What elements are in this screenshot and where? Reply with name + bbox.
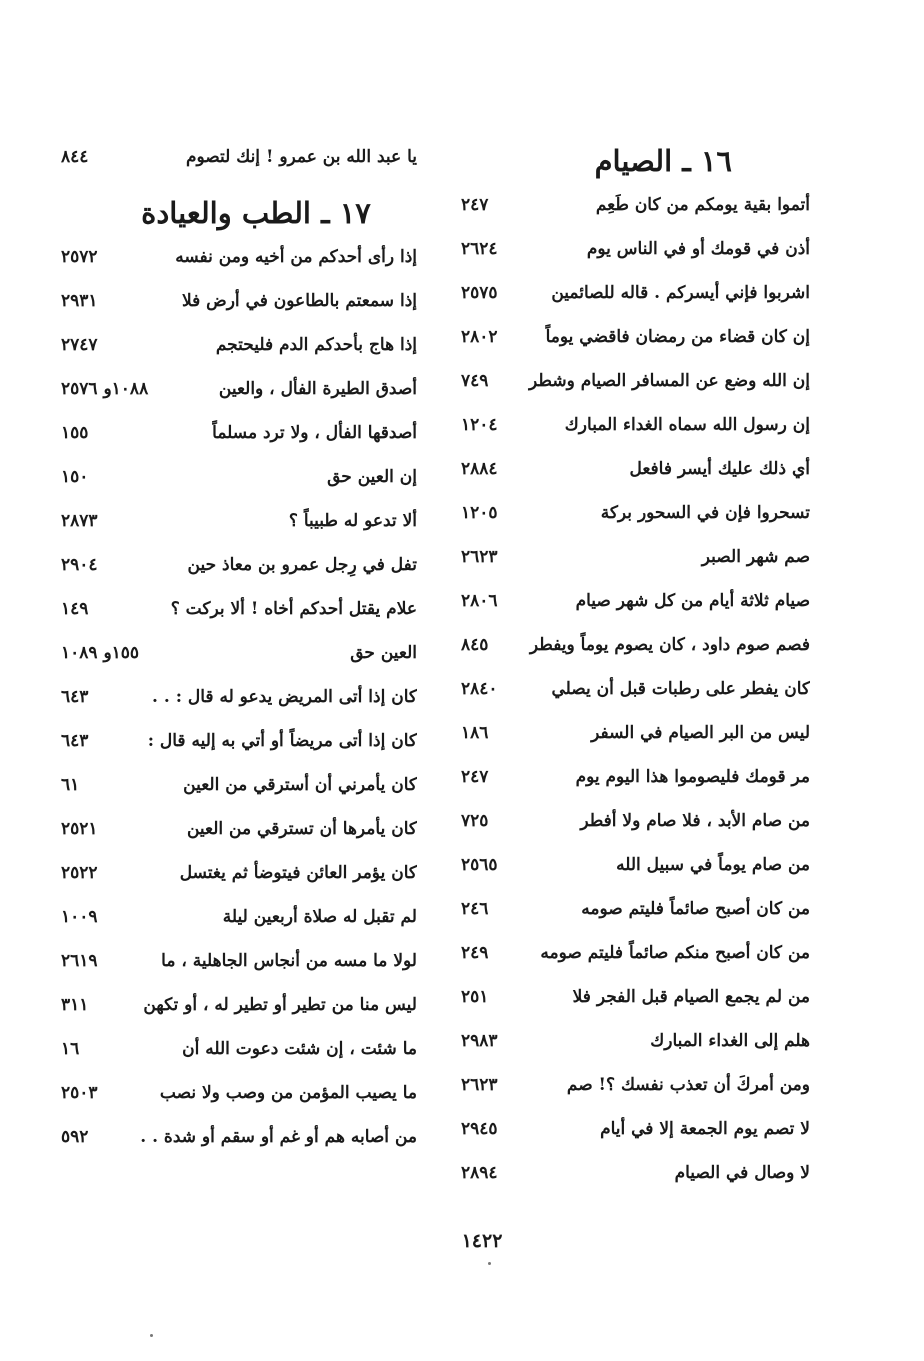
entry-text: إن الله وضع عن المسافر الصيام وشطر xyxy=(529,371,810,391)
entry-text: كان إذا أتى مريضاً أو أتي به إليه قال : xyxy=(147,731,417,751)
index-entry xyxy=(455,579,810,623)
entry-text: من كان أصبح صائماً فليتم صومه xyxy=(581,899,810,919)
entry-text: علام يقتل أحدكم أخاه ! ألا بركت ؟ xyxy=(170,599,417,619)
index-entry xyxy=(55,631,417,675)
entry-text: من لم يجمع الصيام قبل الفجر فلا xyxy=(572,987,810,1007)
entry-number: ٢٥٢٢ xyxy=(61,863,98,883)
entry-number: ١٥٥ xyxy=(61,423,89,443)
entry-text: هلم إلى الغداء المبارك xyxy=(650,1031,810,1051)
index-entry xyxy=(455,491,810,535)
entry-text: لم تقبل له صلاة أربعين ليلة xyxy=(222,907,417,927)
entry-text: ليس من البر الصيام في السفر xyxy=(591,723,810,743)
entry-text: أصدقها الفأل ، ولا ترد مسلماً xyxy=(212,423,417,443)
print-speck xyxy=(488,1262,491,1265)
index-entry xyxy=(455,271,810,315)
index-entry xyxy=(455,931,810,975)
entry-text: ليس منا من تطير أو تطير له ، أو تكهن xyxy=(143,995,417,1015)
entry-text: إذا رأى أحدكم من أخيه ومن نفسه xyxy=(175,247,417,267)
entry-number: ٢٩٨٣ xyxy=(461,1031,498,1051)
entry-text: إن كان قضاء من رمضان فاقضي يوماً xyxy=(545,327,810,347)
entry-text: مر قومك فليصوموا هذا اليوم يوم xyxy=(575,767,810,787)
index-entry xyxy=(455,887,810,931)
entry-text: أصدق الطيرة الفأل ، والعين xyxy=(218,379,417,399)
entry-text: إذا سمعتم بالطاعون في أرض فلا xyxy=(181,291,417,311)
index-entry xyxy=(55,851,417,895)
entry-text: تفل في رِجل عمرو بن معاذ حين xyxy=(187,555,417,575)
entry-text: لا تصم يوم الجمعة إلا في أيام xyxy=(600,1119,810,1139)
index-entry xyxy=(55,895,417,939)
entry-text: كان إذا أتى المريض يدعو له قال : . . xyxy=(152,687,417,707)
index-entry xyxy=(55,587,417,631)
index-entry xyxy=(455,535,810,579)
index-entry xyxy=(55,1071,417,1115)
index-entry xyxy=(55,719,417,763)
index-entry xyxy=(55,279,417,323)
entry-number: ٢٨٤٠ xyxy=(461,679,498,699)
entry-number: ٦٤٣ xyxy=(61,731,89,751)
right-column xyxy=(455,135,810,1195)
entry-number: ٢٦٢٤ xyxy=(461,239,498,259)
entry-number: ٢٩٣١ xyxy=(61,291,98,311)
entry-number: ٢٥٧٢ xyxy=(61,247,98,267)
entry-number: ٢٨٧٣ xyxy=(61,511,98,531)
section-heading-medicine: ١٧ ـ الطب والعيادة xyxy=(141,196,371,230)
entry-number: ٢٤٧ xyxy=(461,767,489,787)
entry-text: صم شهر الصبر xyxy=(701,547,810,567)
index-entry xyxy=(455,1019,810,1063)
entry-number: ٨٤٤ xyxy=(61,147,89,167)
entry-text: من صام يوماً في سبيل الله xyxy=(616,855,810,875)
entry-number: ٢٨٠٢ xyxy=(461,327,498,347)
entry-number: ٢٨٨٤ xyxy=(461,459,498,479)
entry-number: ٢٩٠٤ xyxy=(61,555,98,575)
index-entry xyxy=(55,763,417,807)
entry-number: ٢٥٦٥ xyxy=(461,855,498,875)
index-entry xyxy=(455,1151,810,1195)
index-entry xyxy=(455,359,810,403)
entry-text: كان يأمرني أن أسترقي من العين xyxy=(183,775,417,795)
entry-number: ١٥٥و ١٠٨٩ xyxy=(61,643,140,663)
entry-text: كان يفطر على رطبات قبل أن يصلي xyxy=(551,679,810,699)
entry-text: ومن أمركَ أن تعذب نفسك ؟! صم xyxy=(566,1075,810,1095)
entry-number: ٦١ xyxy=(61,775,80,795)
entry-number: ١٢٠٤ xyxy=(461,415,498,435)
index-entry xyxy=(55,367,417,411)
entry-text: اشربوا فإني أيسركم . قاله للصائمين xyxy=(551,283,810,303)
entry-number: ٥٩٢ xyxy=(61,1127,89,1147)
index-entry xyxy=(455,315,810,359)
right-entry-list xyxy=(455,183,810,1195)
entry-number: ٢٦١٩ xyxy=(61,951,98,971)
left-column xyxy=(55,135,417,1159)
entry-number: ١٤٩ xyxy=(61,599,89,619)
entry-number: ٢٨٠٦ xyxy=(461,591,498,611)
entry-number: ٢٥١ xyxy=(461,987,489,1007)
index-entry xyxy=(455,183,810,227)
entry-text: إن رسول الله سماه الغداء المبارك xyxy=(564,415,810,435)
index-entry xyxy=(55,939,417,983)
entry-text: إذا هاج بأحدكم الدم فليحتجم xyxy=(215,335,417,355)
entry-number: ٢٩٤٥ xyxy=(461,1119,498,1139)
index-entry xyxy=(55,1115,417,1159)
entry-text: لا وصال في الصيام xyxy=(674,1163,810,1183)
entry-number: ١٨٦ xyxy=(461,723,489,743)
entry-number: ٢٤٧ xyxy=(461,195,489,215)
entry-text: ما شئت ، إن شئت دعوت الله أن xyxy=(182,1039,417,1059)
left-entry-list xyxy=(55,235,417,1159)
index-entry xyxy=(455,403,810,447)
index-entry xyxy=(455,623,810,667)
entry-text: تسحروا فإن في السحور بركة xyxy=(600,503,810,523)
entry-number: ٢٦٢٣ xyxy=(461,1075,498,1095)
entry-number: ٢٤٦ xyxy=(461,899,489,919)
index-entry xyxy=(455,755,810,799)
entry-number: ٢٥٢١ xyxy=(61,819,98,839)
entry-text: من أصابه هم أو غم أو سقم أو شدة . . xyxy=(140,1127,417,1147)
index-entry xyxy=(455,227,810,271)
entry-number: ٢٥٠٣ xyxy=(61,1083,98,1103)
entry-number: ١٠٨٨و ٢٥٧٦ xyxy=(61,379,149,399)
entry-number: ٧٤٩ xyxy=(461,371,489,391)
index-entry xyxy=(455,1063,810,1107)
index-entry xyxy=(455,711,810,755)
entry-number: ٢٦٢٣ xyxy=(461,547,498,567)
index-entry xyxy=(55,983,417,1027)
index-entry xyxy=(55,499,417,543)
index-entry xyxy=(455,799,810,843)
index-entry xyxy=(55,807,417,851)
entry-number: ٣١١ xyxy=(61,995,89,1015)
entry-number: ٢٥٧٥ xyxy=(461,283,498,303)
section-heading-fasting: ١٦ ـ الصيام xyxy=(594,144,732,178)
entry-text: كان يؤمر العائن فيتوضأ ثم يغتسل xyxy=(179,863,417,883)
entry-number: ١٢٠٥ xyxy=(461,503,498,523)
index-entry xyxy=(55,323,417,367)
index-entry xyxy=(55,455,417,499)
entry-text: أذن في قومك أو في الناس يوم xyxy=(586,239,810,259)
index-entry xyxy=(455,843,810,887)
entry-text: ألا تدعو له طبيباً ؟ xyxy=(288,511,417,531)
entry-text: فصم صوم داود ، كان يصوم يوماً ويفطر xyxy=(529,635,810,655)
entry-text: العين حق xyxy=(350,643,417,663)
print-speck xyxy=(150,1334,153,1337)
entry-text: إن العين حق xyxy=(327,467,417,487)
entry-number: ٢٧٤٧ xyxy=(61,335,98,355)
entry-number: ٢٨٩٤ xyxy=(461,1163,498,1183)
entry-number: ٨٤٥ xyxy=(461,635,489,655)
index-entry xyxy=(455,1107,810,1151)
index-entry xyxy=(55,135,417,179)
entry-number: ١٠٠٩ xyxy=(61,907,98,927)
entry-text: لولا ما مسه من أنجاس الجاهلية ، ما xyxy=(161,951,417,971)
entry-text: من كان أصبح منكم صائماً فليتم صومه xyxy=(540,943,810,963)
index-entry xyxy=(55,543,417,587)
entry-number: ٦٤٣ xyxy=(61,687,89,707)
index-entry xyxy=(55,1027,417,1071)
entry-text: ما يصيب المؤمن من وصب ولا نصب xyxy=(159,1083,417,1103)
index-entry xyxy=(55,235,417,279)
entry-number: ٢٤٩ xyxy=(461,943,489,963)
index-entry xyxy=(455,447,810,491)
entry-text: من صام الأبد ، فلا صام ولا أفطر xyxy=(580,811,810,831)
index-entry xyxy=(455,975,810,1019)
index-entry xyxy=(55,411,417,455)
index-entry xyxy=(455,667,810,711)
entry-number: ٧٢٥ xyxy=(461,811,489,831)
page-number: ١٤٢٢ xyxy=(461,1230,503,1252)
entry-text: كان يأمرها أن تسترقي من العين xyxy=(186,819,417,839)
entry-number: ١٥٠ xyxy=(61,467,89,487)
index-entry xyxy=(55,675,417,719)
entry-text: يا عبد الله بن عمرو ! إنك لتصوم xyxy=(185,147,417,167)
entry-text: صيام ثلاثة أيام من كل شهر صيام xyxy=(575,591,810,611)
entry-text: أتموا بقية يومكم من كان طَعِم xyxy=(595,195,810,215)
entry-text: أي ذلك عليك أيسر فافعل xyxy=(629,459,810,479)
entry-number: ١٦ xyxy=(61,1039,80,1059)
